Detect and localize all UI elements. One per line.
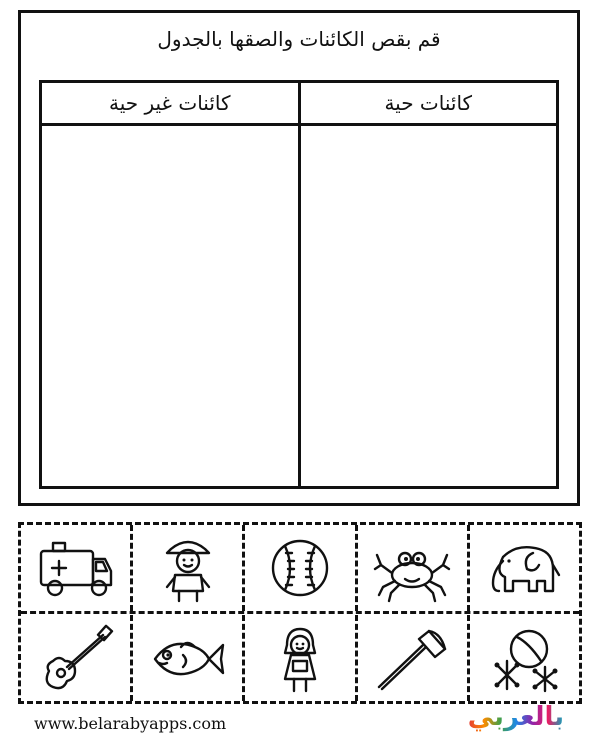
- drop-area-nonliving[interactable]: [42, 126, 298, 486]
- brand-logo: [468, 702, 564, 732]
- column-living: [301, 83, 557, 486]
- cutout-card[interactable]: [130, 615, 242, 701]
- cutout-row-1: [21, 525, 579, 611]
- cutout-card[interactable]: [21, 615, 130, 701]
- cutout-card[interactable]: [21, 525, 130, 611]
- boy-icon: [147, 531, 229, 605]
- guitar-icon: [35, 621, 117, 695]
- worksheet-frame: [18, 10, 580, 506]
- cutout-row-divider: [21, 611, 579, 614]
- cutout-card[interactable]: [355, 615, 467, 701]
- crab-icon: [371, 531, 453, 605]
- jacks-game-icon: [483, 621, 565, 695]
- website-url[interactable]: www.belarabyapps.com: [34, 714, 227, 733]
- ambulance-icon: [35, 531, 117, 605]
- column-header-nonliving: كائنات غير حية: [42, 83, 298, 126]
- cutout-card[interactable]: [355, 525, 467, 611]
- cutout-card[interactable]: [130, 525, 242, 611]
- axe-icon: [371, 621, 453, 695]
- drop-area-living[interactable]: [301, 126, 557, 486]
- elephant-icon: [483, 531, 565, 605]
- cutout-row-2: [21, 615, 579, 701]
- brand-logo-text: بالعربي: [467, 702, 564, 732]
- fish-icon: [147, 621, 229, 695]
- cutout-strip: [18, 522, 582, 704]
- worksheet-instruction: قم بقص الكائنات والصقها بالجدول: [157, 27, 441, 51]
- column-nonliving: [42, 83, 301, 486]
- sorting-table: [39, 80, 559, 489]
- girl-icon: [259, 621, 341, 695]
- cutout-card[interactable]: [467, 615, 579, 701]
- baseball-icon: [259, 531, 341, 605]
- cutout-card[interactable]: [242, 615, 354, 701]
- cutout-card[interactable]: [467, 525, 579, 611]
- column-header-living: كائنات حية: [301, 83, 557, 126]
- cutout-card[interactable]: [242, 525, 354, 611]
